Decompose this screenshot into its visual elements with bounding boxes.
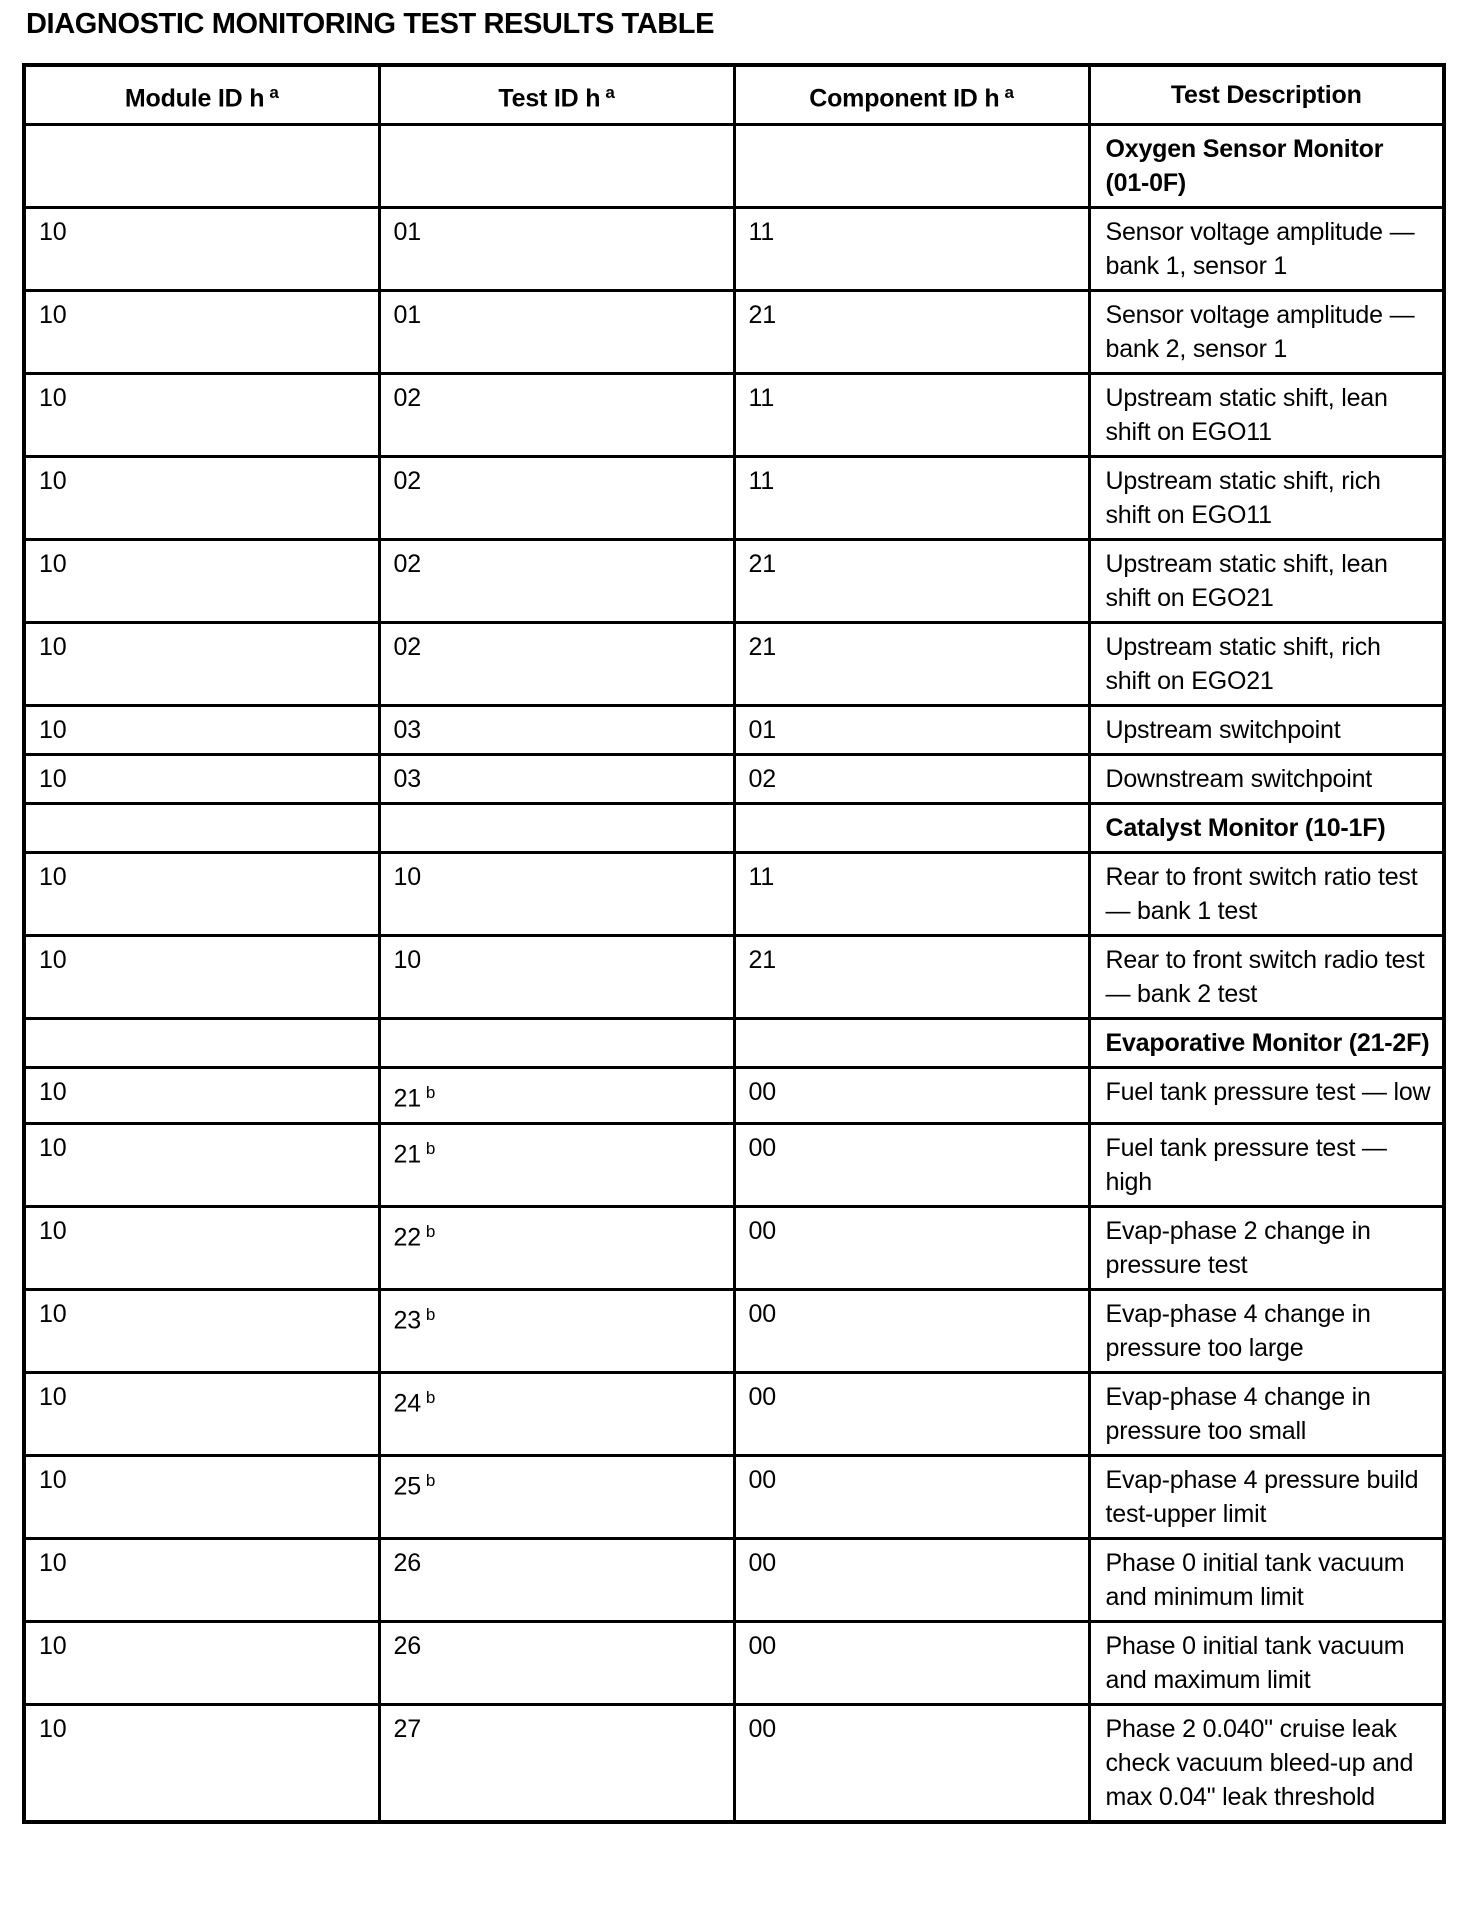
component-id-cell: 11 — [734, 853, 1089, 936]
module-id-cell: 10 — [24, 291, 379, 374]
table-row — [24, 623, 1444, 706]
table-row — [24, 936, 1444, 1019]
footnote-marker: a — [269, 83, 279, 102]
test-id-cell — [379, 1538, 734, 1621]
footnote-marker: b — [425, 1470, 436, 1490]
table-row — [24, 1289, 1444, 1372]
table-row — [24, 457, 1444, 540]
test-id-cell — [379, 1704, 734, 1822]
test-id-value: 03 — [393, 765, 421, 794]
test-id-cell — [379, 936, 734, 1019]
component-id-cell: 21 — [734, 540, 1089, 623]
table-row — [24, 291, 1444, 374]
column-header-2 — [379, 65, 734, 125]
test-id-value: 24 — [393, 1388, 421, 1417]
table-row — [24, 1372, 1444, 1455]
table-header — [24, 65, 1444, 125]
table-row — [24, 755, 1444, 804]
test-id-value: 10 — [393, 946, 421, 975]
module-id-cell: 10 — [24, 1123, 379, 1206]
test-id-value: 03 — [393, 716, 421, 745]
table-row — [24, 1621, 1444, 1704]
test-description-cell: Rear to front switch radio test — bank 2 test — [1089, 936, 1444, 1019]
test-id-value: 02 — [393, 633, 421, 662]
test-description-cell: Sensor voltage amplitude — bank 1, sensor 1 — [1089, 208, 1444, 291]
test-id-cell — [379, 1068, 734, 1123]
module-id-cell: 10 — [24, 457, 379, 540]
table-row — [24, 1455, 1444, 1538]
test-description-cell: Upstream switchpoint — [1089, 706, 1444, 755]
component-id-cell: 01 — [734, 706, 1089, 755]
footnote-marker: b — [425, 1304, 436, 1324]
module-id-cell: 10 — [24, 1455, 379, 1538]
test-description-cell: Sensor voltage amplitude — bank 2, sensor 1 — [1089, 291, 1444, 374]
test-id-value: 02 — [393, 384, 421, 413]
module-id-cell: 10 — [24, 208, 379, 291]
test-id-cell — [379, 1455, 734, 1538]
test-id-cell — [379, 1372, 734, 1455]
component-id-cell: 11 — [734, 374, 1089, 457]
footnote-marker: b — [425, 1221, 436, 1241]
test-id-value: 27 — [393, 1714, 421, 1743]
diagnostic-results-table — [22, 63, 1446, 1824]
footnote-marker: a — [1004, 83, 1014, 102]
footnote-marker: b — [425, 1083, 436, 1103]
module-id-cell — [24, 125, 379, 208]
table-row — [24, 1123, 1444, 1206]
test-id-value: 26 — [393, 1631, 421, 1660]
table-body — [24, 125, 1444, 1822]
test-id-value: 22 — [393, 1222, 421, 1251]
test-description-cell: Upstream static shift, rich shift on EGO11 — [1089, 457, 1444, 540]
test-description-cell: Upstream static shift, lean shift on EGO21 — [1089, 540, 1444, 623]
component-id-cell — [734, 1019, 1089, 1068]
test-id-cell — [379, 755, 734, 804]
test-description-cell: Evap-phase 4 change in pressure too small — [1089, 1372, 1444, 1455]
footnote-marker: a — [605, 83, 615, 102]
test-id-cell — [379, 623, 734, 706]
test-id-cell — [379, 125, 734, 208]
test-id-value: 10 — [393, 863, 421, 892]
header-row — [24, 65, 1444, 125]
test-id-cell — [379, 1621, 734, 1704]
module-id-cell: 10 — [24, 623, 379, 706]
table-row — [24, 208, 1444, 291]
test-id-cell — [379, 804, 734, 853]
component-id-cell: 21 — [734, 623, 1089, 706]
test-id-cell — [379, 1206, 734, 1289]
table-row — [24, 853, 1444, 936]
table-row — [24, 374, 1444, 457]
column-header-label: Test ID h — [498, 84, 601, 113]
component-id-cell: 00 — [734, 1455, 1089, 1538]
component-id-cell: 11 — [734, 457, 1089, 540]
module-id-cell: 10 — [24, 853, 379, 936]
test-description-cell: Rear to front switch ratio test — bank 1 test — [1089, 853, 1444, 936]
component-id-cell: 00 — [734, 1206, 1089, 1289]
module-id-cell — [24, 1019, 379, 1068]
section-row — [24, 1019, 1444, 1068]
component-id-cell: 02 — [734, 755, 1089, 804]
component-id-cell: 00 — [734, 1123, 1089, 1206]
test-description-cell: Upstream static shift, rich shift on EGO21 — [1089, 623, 1444, 706]
column-header-4 — [1089, 65, 1444, 125]
test-id-value: 26 — [393, 1548, 421, 1577]
test-id-value: 01 — [393, 218, 421, 247]
table-row — [24, 706, 1444, 755]
test-id-value: 01 — [393, 301, 421, 330]
module-id-cell: 10 — [24, 706, 379, 755]
section-header-cell: Evaporative Monitor (21-2F) — [1089, 1019, 1444, 1068]
test-description-cell: Downstream switchpoint — [1089, 755, 1444, 804]
component-id-cell: 21 — [734, 291, 1089, 374]
test-id-cell — [379, 853, 734, 936]
footnote-marker: b — [425, 1138, 436, 1158]
module-id-cell: 10 — [24, 540, 379, 623]
component-id-cell — [734, 125, 1089, 208]
component-id-cell: 00 — [734, 1704, 1089, 1822]
test-description-cell: Phase 0 initial tank vacuum and minimum limit — [1089, 1538, 1444, 1621]
test-description-cell: Phase 0 initial tank vacuum and maximum limit — [1089, 1621, 1444, 1704]
column-header-label: Module ID h — [124, 84, 265, 113]
test-description-cell: Evap-phase 4 change in pressure too large — [1089, 1289, 1444, 1372]
module-id-cell: 10 — [24, 1621, 379, 1704]
test-id-value: 02 — [393, 550, 421, 579]
module-id-cell: 10 — [24, 374, 379, 457]
module-id-cell — [24, 804, 379, 853]
module-id-cell: 10 — [24, 1068, 379, 1123]
module-id-cell: 10 — [24, 1538, 379, 1621]
component-id-cell: 00 — [734, 1372, 1089, 1455]
component-id-cell: 00 — [734, 1068, 1089, 1123]
column-header-label: Test Description — [1170, 81, 1362, 110]
component-id-cell — [734, 804, 1089, 853]
module-id-cell: 10 — [24, 936, 379, 1019]
section-header-cell: Catalyst Monitor (10-1F) — [1089, 804, 1444, 853]
test-id-cell — [379, 1123, 734, 1206]
table-row — [24, 540, 1444, 623]
page-title: DIAGNOSTIC MONITORING TEST RESULTS TABLE — [26, 8, 715, 40]
table-row — [24, 1206, 1444, 1289]
module-id-cell: 10 — [24, 1704, 379, 1822]
test-description-cell: Fuel tank pressure test — high — [1089, 1123, 1444, 1206]
test-id-value: 23 — [393, 1305, 421, 1334]
section-header-cell: Oxygen Sensor Monitor (01-0F) — [1089, 125, 1444, 208]
test-description-cell: Evap-phase 4 pressure build test-upper limit — [1089, 1455, 1444, 1538]
test-id-cell — [379, 208, 734, 291]
test-id-value: 21 — [393, 1084, 421, 1113]
section-row — [24, 125, 1444, 208]
test-id-cell — [379, 706, 734, 755]
test-description-cell: Evap-phase 2 change in pressure test — [1089, 1206, 1444, 1289]
component-id-cell: 00 — [734, 1621, 1089, 1704]
test-id-cell — [379, 1289, 734, 1372]
module-id-cell: 10 — [24, 755, 379, 804]
test-id-cell — [379, 457, 734, 540]
table-row — [24, 1704, 1444, 1822]
test-id-cell — [379, 540, 734, 623]
component-id-cell: 21 — [734, 936, 1089, 1019]
table-row — [24, 1538, 1444, 1621]
test-id-value: 02 — [393, 467, 421, 496]
test-id-cell — [379, 374, 734, 457]
section-row — [24, 804, 1444, 853]
test-description-cell: Fuel tank pressure test — low — [1089, 1068, 1444, 1123]
test-description-cell: Upstream static shift, lean shift on EGO11 — [1089, 374, 1444, 457]
test-id-cell — [379, 1019, 734, 1068]
test-description-cell: Phase 2 0.040" cruise leak check vacuum bleed-up and max 0.04" leak threshold — [1089, 1704, 1444, 1822]
footnote-marker: b — [425, 1387, 436, 1407]
module-id-cell: 10 — [24, 1289, 379, 1372]
column-header-label: Component ID h — [809, 84, 1000, 113]
column-header-1 — [24, 65, 379, 125]
test-id-value: 25 — [393, 1471, 421, 1500]
column-header-3 — [734, 65, 1089, 125]
table-row — [24, 1068, 1444, 1123]
module-id-cell: 10 — [24, 1206, 379, 1289]
test-id-value: 21 — [393, 1139, 421, 1168]
component-id-cell: 11 — [734, 208, 1089, 291]
component-id-cell: 00 — [734, 1289, 1089, 1372]
test-id-cell — [379, 291, 734, 374]
component-id-cell: 00 — [734, 1538, 1089, 1621]
module-id-cell: 10 — [24, 1372, 379, 1455]
